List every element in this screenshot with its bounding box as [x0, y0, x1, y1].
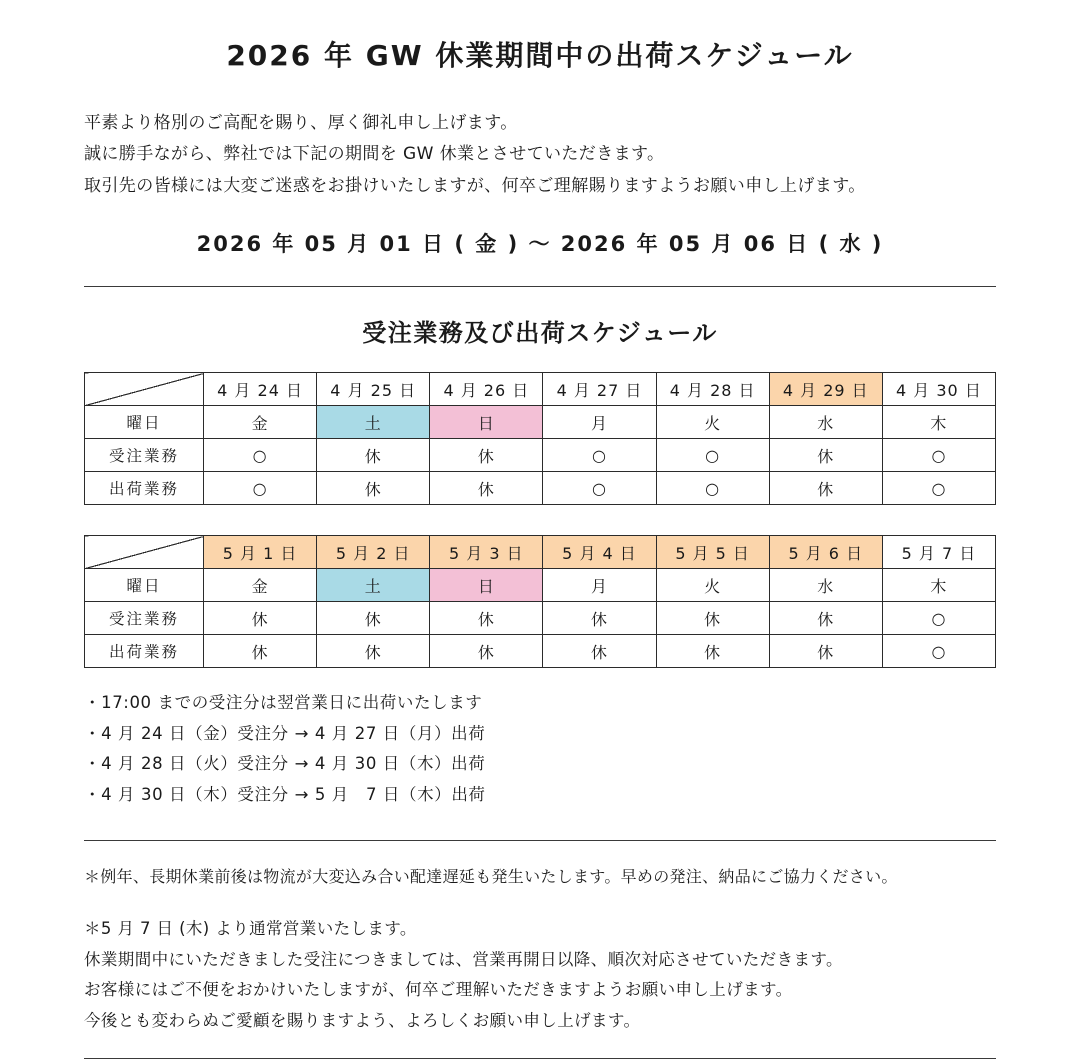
date-cell-holiday: 5 月 2 日 [317, 536, 430, 569]
intro-line-3: 取引先の皆様には大変ご迷惑をお掛けいたしますが、何卒ご理解賜りますようお願い申し上げます。 [84, 175, 866, 196]
holiday-period: 2026 年 05 月 01 日 ( 金 ) 〜 2026 年 05 月 06 日 ( 水 ) [196, 232, 884, 257]
date-cell-holiday: 5 月 1 日 [204, 536, 317, 569]
page-title: 2026 年 GW 休業期間中の出荷スケジュール [226, 39, 854, 72]
date-cell: 4 月 28 日 [656, 373, 769, 406]
closing-line: お客様にはご不便をおかけいたしますが、何卒ご理解いただきますようお願い申し上げます。 [84, 980, 793, 1000]
table-row-orders [85, 602, 996, 635]
weekday-cell: 水 [769, 406, 882, 439]
order-status-cell: 休 [656, 602, 769, 635]
date-cell: 4 月 24 日 [204, 373, 317, 406]
date-cell-holiday: 4 月 29 日 [769, 373, 882, 406]
intro-paragraph [84, 108, 996, 202]
date-cell-holiday: 5 月 3 日 [430, 536, 543, 569]
weekday-cell: 木 [882, 406, 995, 439]
order-status-cell: 休 [317, 439, 430, 472]
shipping-status-cell: 休 [769, 635, 882, 668]
date-cell-holiday: 5 月 6 日 [769, 536, 882, 569]
shipping-status-cell: 休 [769, 472, 882, 505]
date-cell-holiday: 5 月 5 日 [656, 536, 769, 569]
order-status-cell: 休 [430, 439, 543, 472]
weekday-cell: 月 [543, 569, 656, 602]
shipping-status-cell: 休 [656, 635, 769, 668]
april-schedule-table [84, 372, 996, 505]
date-cell-holiday: 5 月 4 日 [543, 536, 656, 569]
weekday-cell: 水 [769, 569, 882, 602]
weekday-cell: 金 [204, 406, 317, 439]
weekday-cell-saturday: 土 [317, 406, 430, 439]
order-status-cell: ○ [882, 439, 995, 472]
schedule-section-title: 受注業務及び出荷スケジュール [362, 319, 718, 348]
note-line: ・4 月 24 日（金）受注分 → 4 月 27 日（月）出荷 [84, 723, 486, 743]
table-row-weekday [85, 569, 996, 602]
order-status-cell: 休 [204, 602, 317, 635]
weekday-cell: 火 [656, 569, 769, 602]
order-status-cell: 休 [317, 602, 430, 635]
date-cell: 4 月 25 日 [317, 373, 430, 406]
table-row-header [85, 536, 996, 569]
weekday-cell-saturday: 土 [317, 569, 430, 602]
order-status-cell: 休 [769, 602, 882, 635]
divider-top [84, 286, 996, 287]
row-label-orders: 受注業務 [85, 602, 204, 635]
note-line: ・17:00 までの受注分は翌営業日に出荷いたします [84, 693, 483, 713]
shipping-status-cell: 休 [317, 635, 430, 668]
shipping-status-cell: ○ [882, 635, 995, 668]
notice-page [0, 22, 1080, 1042]
table-row-header [85, 373, 996, 406]
footnote-text: ＊例年、長期休業前後は物流が大変込み合い配達遅延も発生いたします。早めの発注、納品にご協力ください。 [84, 867, 898, 887]
order-status-cell: ○ [543, 439, 656, 472]
date-cell: 5 月 7 日 [882, 536, 995, 569]
note-line: ・4 月 30 日（木）受注分 → 5 月 7 日（木）出荷 [84, 784, 486, 804]
corner-cell [85, 536, 204, 569]
closing-line: 今後とも変わらぬご愛顧を賜りますよう、よろしくお願い申し上げます。 [84, 1010, 641, 1030]
weekday-cell: 木 [882, 569, 995, 602]
table-row-shipping [85, 472, 996, 505]
table-row-weekday [85, 406, 996, 439]
order-status-cell: 休 [769, 439, 882, 472]
shipping-status-cell: ○ [882, 472, 995, 505]
row-label-shipping: 出荷業務 [85, 635, 204, 668]
weekday-cell: 火 [656, 406, 769, 439]
intro-line-1: 平素より格別のご高配を賜り、厚く御礼申し上げます。 [84, 113, 518, 133]
order-status-cell: 休 [543, 602, 656, 635]
shipping-status-cell: ○ [543, 472, 656, 505]
corner-cell [85, 373, 204, 406]
date-cell: 4 月 26 日 [430, 373, 543, 406]
shipping-status-cell: 休 [430, 635, 543, 668]
order-status-cell: ○ [204, 439, 317, 472]
closing-paragraph [84, 914, 996, 1036]
row-label-weekday: 曜日 [85, 406, 204, 439]
table-row-shipping [85, 635, 996, 668]
order-status-cell: 休 [430, 602, 543, 635]
weekday-cell-sunday: 日 [430, 406, 543, 439]
intro-line-2: 誠に勝手ながら、弊社では下記の期間を GW 休業とさせていただきます。 [84, 144, 665, 165]
shipping-status-cell: ○ [656, 472, 769, 505]
may-schedule-table [84, 535, 996, 668]
shipping-status-cell: 休 [317, 472, 430, 505]
row-label-weekday: 曜日 [85, 569, 204, 602]
weekday-cell-sunday: 日 [430, 569, 543, 602]
order-status-cell: ○ [656, 439, 769, 472]
closing-line: ＊5 月 7 日 (木) より通常営業いたします。 [84, 919, 417, 939]
table-row-orders [85, 439, 996, 472]
note-line: ・4 月 28 日（火）受注分 → 4 月 30 日（木）出荷 [84, 754, 486, 774]
shipping-notes [84, 688, 996, 810]
row-label-orders: 受注業務 [85, 439, 204, 472]
date-cell: 4 月 27 日 [543, 373, 656, 406]
shipping-status-cell: ○ [204, 472, 317, 505]
row-label-shipping: 出荷業務 [85, 472, 204, 505]
weekday-cell: 金 [204, 569, 317, 602]
weekday-cell: 月 [543, 406, 656, 439]
shipping-status-cell: 休 [430, 472, 543, 505]
shipping-status-cell: 休 [543, 635, 656, 668]
date-cell: 4 月 30 日 [882, 373, 995, 406]
closing-line: 休業期間中にいただきました受注につきましては、営業再開日以降、順次対応させていただきます。 [84, 949, 843, 969]
divider-middle [84, 840, 996, 841]
shipping-status-cell: 休 [204, 635, 317, 668]
order-status-cell: ○ [882, 602, 995, 635]
